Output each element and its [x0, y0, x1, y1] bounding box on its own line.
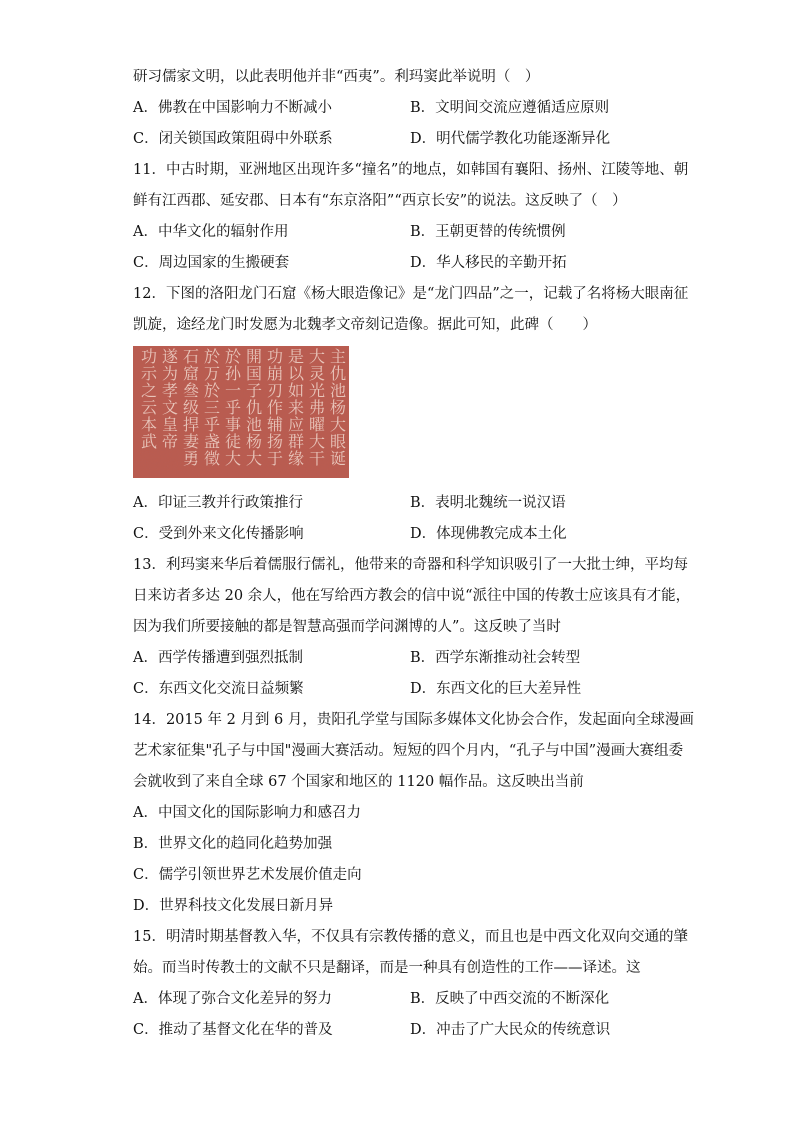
q13-option-b[interactable]: B．西学东渐推动社会转型 [410, 650, 581, 666]
stele-glyph: 灵 [308, 364, 326, 383]
stele-glyph: 於 [203, 381, 221, 400]
stele-glyph: 弗 [308, 398, 326, 417]
q12-stem-line-1: 12．下图的洛阳龙门石窟《杨大眼造像记》是“龙门四品”之一，记载了名将杨大眼南征 [133, 286, 689, 302]
stele-glyph: 刃 [266, 381, 284, 400]
q11-option-b[interactable]: B．王朝更替的传统惯例 [410, 224, 566, 240]
stele-glyph: 杨 [329, 398, 347, 417]
stele-glyph: 本 [140, 415, 158, 434]
q12-option-c[interactable]: C．受到外来文化传播影响 [133, 526, 304, 542]
stele-glyph: 功 [266, 347, 284, 366]
q15-option-a[interactable]: A．体现了弥合文化差异的努力 [133, 991, 332, 1007]
stele-glyph: 如 [287, 381, 305, 400]
q10-stem-tail: 研习儒家文明，以此表明他并非“西夷”。利玛窦此举说明（ ） [133, 69, 540, 85]
q15-stem-line-2: 始。而当时传教士的文献不只是翻译，而是一种具有创造性的工作——译述。这 [133, 960, 641, 976]
stele-glyph: 子 [245, 381, 263, 400]
stele-texture [133, 346, 349, 478]
stele-glyph: 事 [224, 415, 242, 434]
q14-stem-line-2: 艺术家征集"孔子与中国"漫画大赛活动。短短的四个月内，“孔子与中国”漫画大赛组委 [133, 743, 684, 759]
stele-glyph: 徒 [224, 432, 242, 451]
stele-glyph: 是 [287, 347, 305, 366]
stele-glyph: 国 [245, 364, 263, 383]
stele-glyph: 为 [161, 364, 179, 383]
stele-glyph: 勇 [182, 449, 200, 468]
q12-option-b[interactable]: B．表明北魏统一说汉语 [410, 495, 566, 511]
q15-stem-line-1: 15．明清时期基督教入华，不仅具有宗教传播的意义，而且也是中西文化双向交通的肇 [133, 929, 688, 945]
stele-glyph: 於 [203, 347, 221, 366]
q10-option-b[interactable]: B．文明间交流应遵循适应原则 [410, 100, 610, 116]
stele-glyph: 遂 [161, 347, 179, 366]
stele-glyph: 武 [140, 432, 158, 451]
stele-glyph: 徵 [203, 449, 221, 468]
q14-stem-line-3: 会就收到了来自全球 67 个国家和地区的 1120 幅作品。这反映出当前 [133, 774, 584, 790]
q13-option-d[interactable]: D．东西文化的巨大差异性 [410, 681, 582, 697]
stele-glyph: 帝 [161, 432, 179, 451]
stele-glyph: 光 [308, 381, 326, 400]
stele-glyph: 仇 [329, 364, 347, 383]
stele-glyph: 捍 [182, 415, 200, 434]
stele-glyph: 大 [308, 432, 326, 451]
stele-glyph: 来 [287, 398, 305, 417]
q11-option-d[interactable]: D．华人移民的辛勤开拓 [410, 255, 567, 271]
q15-option-b[interactable]: B．反映了中西交流的不断深化 [410, 991, 610, 1007]
stele-glyph: 干 [308, 449, 326, 468]
q10-option-c[interactable]: C．闭关锁国政策阻碍中外联系 [133, 131, 333, 147]
stele-glyph: 应 [287, 415, 305, 434]
stele-glyph: 示 [140, 364, 158, 383]
q10-option-a[interactable]: A．佛教在中国影响力不断减小 [133, 100, 332, 116]
q14-option-c[interactable]: C．儒学引领世界艺术发展价值走向 [133, 867, 362, 883]
q12-stem-line-2: 凯旋，途经龙门时发愿为北魏孝文帝刻记造像。据此可知，此碑（ ） [133, 317, 597, 333]
stele-glyph: 孙 [224, 364, 242, 383]
q15-option-d[interactable]: D．冲击了广大民众的传统意识 [410, 1022, 611, 1038]
stele-glyph: 万 [203, 364, 221, 383]
stele-glyph: 之 [140, 381, 158, 400]
q14-option-b[interactable]: B．世界文化的趋同化趋势加强 [133, 836, 333, 852]
q13-stem-line-1: 13．利玛窦来华后着儒服行儒礼，他带来的奇器和科学知识吸引了一大批士绅，平均每 [133, 557, 688, 573]
stele-glyph: 功 [140, 347, 158, 366]
stele-glyph: 级 [182, 398, 200, 417]
stele-glyph: 大 [245, 449, 263, 468]
stele-glyph: 诞 [329, 449, 347, 468]
stele-glyph: 窟 [182, 364, 200, 383]
stele-glyph: 大 [329, 415, 347, 434]
stele-glyph: 石 [182, 347, 200, 366]
q11-option-c[interactable]: C．周边国家的生搬硬套 [133, 255, 290, 271]
stele-glyph: 皇 [161, 415, 179, 434]
stele-glyph: 池 [329, 381, 347, 400]
q10-option-d[interactable]: D．明代儒学教化功能逐渐异化 [410, 131, 611, 147]
stele-glyph: 妻 [182, 432, 200, 451]
q11-option-a[interactable]: A．中华文化的辐射作用 [133, 224, 289, 240]
q14-option-a[interactable]: A．中国文化的国际影响力和感召力 [133, 805, 361, 821]
q13-option-c[interactable]: C．东西文化交流日益频繁 [133, 681, 304, 697]
stele-glyph: 仇 [245, 398, 263, 417]
stele-glyph: 以 [287, 364, 305, 383]
stele-glyph: 群 [287, 432, 305, 451]
stele-glyph: 于 [266, 449, 284, 468]
stele-glyph: 云 [140, 398, 158, 417]
q14-option-d[interactable]: D．世界科技文化发展日新月异 [133, 898, 334, 914]
stele-glyph: 作 [266, 398, 284, 417]
q13-stem-line-2: 日来访者多达 20 余人，他在写给西方教会的信中说“派往中国的传教士应该具有才能， [133, 588, 691, 604]
stele-glyph: 開 [245, 347, 263, 366]
stele-glyph: 文 [161, 398, 179, 417]
stele-glyph: 一 [224, 381, 242, 400]
stele-glyph: 池 [245, 415, 263, 434]
stele-glyph: 缘 [287, 449, 305, 468]
stele-glyph: 杨 [245, 432, 263, 451]
q12-option-a[interactable]: A．印证三教并行政策推行 [133, 495, 303, 511]
q12-option-d[interactable]: D．体现佛教完成本土化 [410, 526, 567, 542]
q13-stem-line-3: 因为我们所要接触的都是智慧高强而学问渊博的人”。这反映了当时 [133, 619, 561, 635]
stele-glyph: 大 [308, 347, 326, 366]
stele-glyph: 三 [203, 398, 221, 417]
stele-glyph: 眼 [329, 432, 347, 451]
stele-glyph: 主 [329, 347, 347, 366]
stele-glyph: 大 [224, 449, 242, 468]
stele-glyph: 乎 [224, 398, 242, 417]
stele-glyph: 孝 [161, 381, 179, 400]
stele-glyph: 曜 [308, 415, 326, 434]
stele-rubbing-image [133, 346, 349, 478]
stele-glyph: 叄 [182, 381, 200, 400]
q15-option-c[interactable]: C．推动了基督文化在华的普及 [133, 1022, 333, 1038]
stele-glyph: 崩 [266, 364, 284, 383]
stele-glyph: 於 [224, 347, 242, 366]
q11-stem-line-2: 鲜有江西郡、延安郡、日本有“东京洛阳”“西京长安”的说法。这反映了（ ） [133, 193, 627, 209]
stele-glyph: 盏 [203, 432, 221, 451]
q11-stem-line-1: 11．中古时期，亚洲地区出现许多“撞名”的地点，如韩国有襄阳、扬州、江陵等地、朝 [133, 162, 689, 178]
stele-glyph: 乎 [203, 415, 221, 434]
q14-stem-line-1: 14．2015 年 2 月到 6 月，贵阳孔学堂与国际多媒体文化协会合作，发起面向全球漫画 [133, 712, 694, 728]
q13-option-a[interactable]: A．西学传播遭到强烈抵制 [133, 650, 303, 666]
stele-glyph: 扬 [266, 432, 284, 451]
stele-glyph: 辅 [266, 415, 284, 434]
